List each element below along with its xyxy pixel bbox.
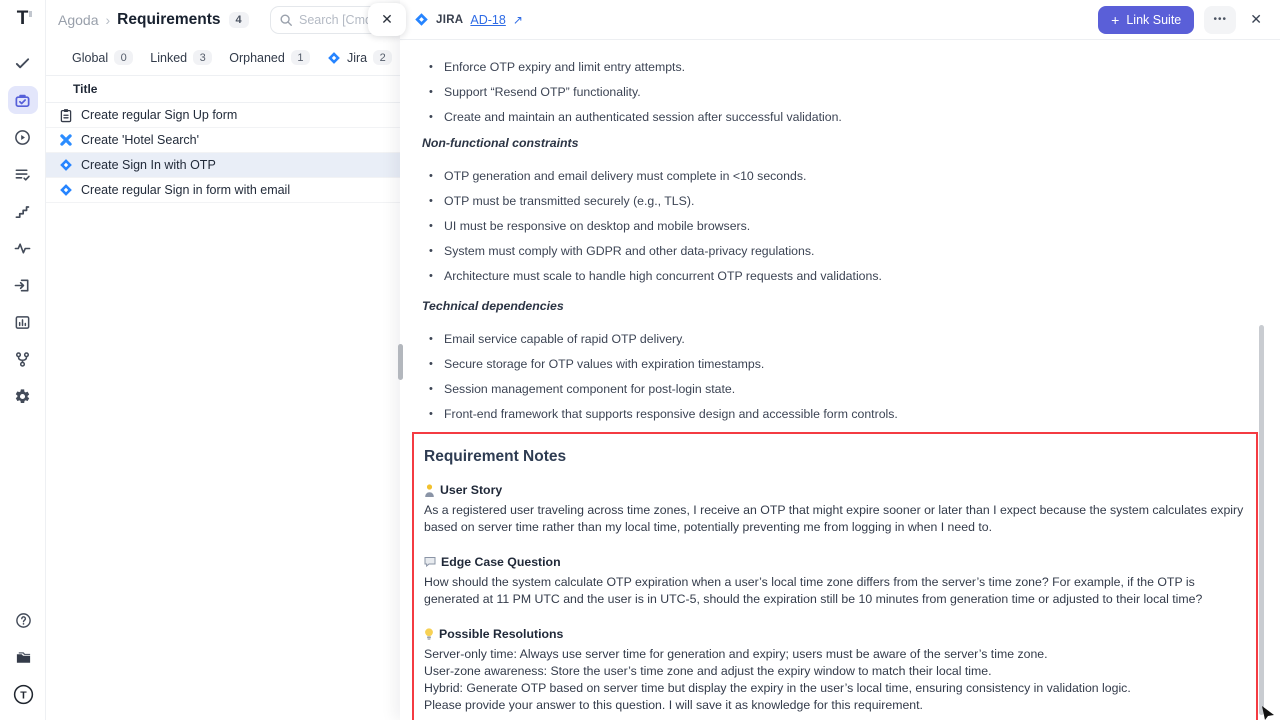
section-text: How should the system calculate OTP expiration when a user’s local time zone differs from the server’s time zone? For example, if the OTP is generated at 11 PM UTC and the user is in UTC-5, should the expiration still be 10 minutes from generation time or adjusted to their local time? (424, 575, 1203, 606)
table-row[interactable] (46, 103, 400, 128)
table-row-selected[interactable] (46, 153, 400, 178)
svg-text:T: T (19, 688, 27, 701)
lightbulb-icon (424, 628, 434, 641)
xray-icon (59, 133, 73, 147)
close-panel-button[interactable] (1246, 9, 1266, 30)
resolution-line: Server-only time: Always use server time for generation and expiry; users must be aware of the server’s time zone. (424, 647, 1048, 661)
requirement-notes-box (412, 432, 1258, 720)
tab-linked-count: 3 (193, 50, 212, 65)
row-title: Create regular Sign Up form (81, 108, 238, 122)
list-item: • Secure storage for OTP values with expiration timestamps. (422, 357, 1258, 371)
panel-edge-close-button[interactable] (368, 3, 406, 36)
page-title: Requirements (117, 11, 221, 28)
column-header-title: Title (73, 82, 98, 96)
filter-tabs (46, 40, 400, 76)
gear-icon (14, 388, 31, 405)
left-icon-rail (0, 0, 46, 720)
detail-panel-header (400, 0, 1280, 40)
technical-dependencies-list (422, 332, 1258, 421)
sidebar-item-import[interactable] (8, 271, 38, 299)
external-link-icon[interactable]: ↗ (512, 12, 523, 27)
tab-jira-count: 2 (373, 50, 392, 65)
sidebar-item-branches[interactable] (8, 345, 38, 373)
list-item: • Architecture must scale to handle high concurrent OTP requests and validations. (422, 269, 1258, 283)
import-icon (14, 277, 31, 294)
section-heading: Possible Resolutions (439, 627, 564, 641)
close-icon: ✕ (381, 11, 393, 27)
section-heading: User Story (440, 483, 503, 497)
list-item: • UI must be responsive on desktop and mobile browsers. (422, 219, 1258, 233)
jira-icon (59, 183, 73, 197)
sidebar-item-runs[interactable] (8, 123, 38, 151)
breadcrumb-separator: › (105, 12, 111, 28)
requirements-count-badge: 4 (229, 12, 249, 28)
list-item: • Support “Resend OTP” functionality. (422, 85, 1258, 99)
resolution-line: Please provide your answer to this question. I will save it as knowledge for this requirement. (424, 698, 923, 712)
nonfunctional-constraints-heading: Non-functional constraints (422, 136, 579, 150)
panel-scrollbar[interactable] (1259, 325, 1264, 715)
search-icon (279, 13, 293, 27)
pulse-icon (14, 240, 31, 257)
row-title: Create Sign In with OTP (81, 158, 216, 172)
list-item: • System must comply with GDPR and other data-privacy regulations. (422, 244, 1258, 258)
tab-orphaned[interactable]: Orphaned 1 (229, 50, 310, 65)
sidebar-item-analytics[interactable] (8, 308, 38, 336)
play-circle-icon (14, 129, 31, 146)
branch-icon (14, 351, 31, 368)
list-item: • OTP must be transmitted securely (e.g., TLS). (422, 194, 1258, 208)
briefcase-check-icon (14, 92, 31, 109)
account-logo-button[interactable] (8, 680, 38, 708)
tab-linked[interactable]: Linked 3 (150, 50, 212, 65)
jira-icon (414, 12, 429, 27)
speech-bubble-icon (424, 556, 436, 568)
list-panel-header (46, 0, 400, 40)
link-suite-button[interactable]: + Link Suite (1098, 6, 1194, 34)
issue-key-link[interactable]: AD-18 (470, 12, 506, 27)
tab-global-count: 0 (114, 50, 133, 65)
person-icon (424, 484, 435, 497)
clipboard-icon (59, 108, 73, 123)
section-text: As a registered user traveling across time zones, I receive an OTP that might expire sooner or later than I expect because the system calculates expiry based on server time rather than my local time, potentially preventing me from logging in when I need to. (424, 503, 1244, 534)
ellipsis-icon: ••• (1213, 14, 1228, 25)
requirements-list-panel (46, 0, 400, 720)
list-item: • Enforce OTP expiry and limit entry attempts. (422, 60, 1258, 74)
sidebar-item-check[interactable] (8, 49, 38, 77)
user-story-section (424, 483, 1246, 536)
functional-requirements-list (422, 60, 1258, 124)
sidebar-item-activity[interactable] (8, 234, 38, 262)
source-label: JIRA (436, 13, 464, 26)
list-item: • OTP generation and email delivery must complete in <10 seconds. (422, 169, 1258, 183)
table-row[interactable] (46, 178, 400, 203)
bar-chart-icon (14, 314, 31, 331)
section-heading: Edge Case Question (441, 555, 561, 569)
help-icon (15, 612, 32, 629)
logo-circle-icon (13, 684, 34, 705)
more-options-button[interactable] (1204, 6, 1236, 34)
table-header-row (46, 76, 400, 103)
list-item: • Create and maintain an authenticated session after successful validation. (422, 110, 1258, 124)
sidebar-item-requirements[interactable] (8, 86, 38, 114)
list-check-icon (14, 166, 31, 183)
sidebar-item-tasks[interactable] (8, 160, 38, 188)
app-logo[interactable]: T (16, 8, 29, 29)
tab-global[interactable]: Global 0 (72, 50, 133, 65)
list-item: • Front-end framework that supports responsive design and accessible form controls. (422, 407, 1258, 421)
technical-dependencies-heading: Technical dependencies (422, 299, 564, 313)
close-icon: ✕ (1250, 11, 1262, 27)
edge-case-question-section (424, 555, 1246, 608)
jira-icon (59, 158, 73, 172)
mouse-cursor (1258, 704, 1278, 720)
resolution-line: User-zone awareness: Store the user’s time zone and adjust the expiry window to match their local time. (424, 664, 992, 678)
folder-icon (15, 649, 32, 666)
jira-icon (327, 51, 341, 65)
jira-detail-panel (400, 0, 1280, 720)
stairs-icon (14, 203, 31, 220)
row-title: Create regular Sign in form with email (81, 183, 291, 197)
sidebar-item-steps[interactable] (8, 197, 38, 225)
tab-orphaned-count: 1 (291, 50, 310, 65)
resolution-line: Hybrid: Generate OTP based on server time but display the expiry in the user’s local time, ensuring consistency in validation logic. (424, 681, 1131, 695)
docs-button[interactable] (8, 643, 38, 671)
nonfunctional-constraints-list (422, 169, 1258, 283)
tab-jira[interactable]: Jira 2 (327, 50, 392, 65)
sidebar-item-settings[interactable] (8, 382, 38, 410)
panel-resize-handle[interactable] (398, 344, 403, 380)
help-button[interactable] (8, 606, 38, 634)
check-icon (14, 55, 31, 72)
list-item: • Email service capable of rapid OTP delivery. (422, 332, 1258, 346)
table-row[interactable] (46, 128, 400, 153)
breadcrumb-project[interactable]: Agoda (58, 12, 99, 28)
issue-description (400, 40, 1280, 720)
requirement-notes-title: Requirement Notes (424, 448, 567, 465)
row-title: Create 'Hotel Search' (81, 133, 200, 147)
possible-resolutions-section (424, 627, 1246, 714)
plus-icon: + (1111, 11, 1120, 28)
list-item: • Session management component for post-login state. (422, 382, 1258, 396)
